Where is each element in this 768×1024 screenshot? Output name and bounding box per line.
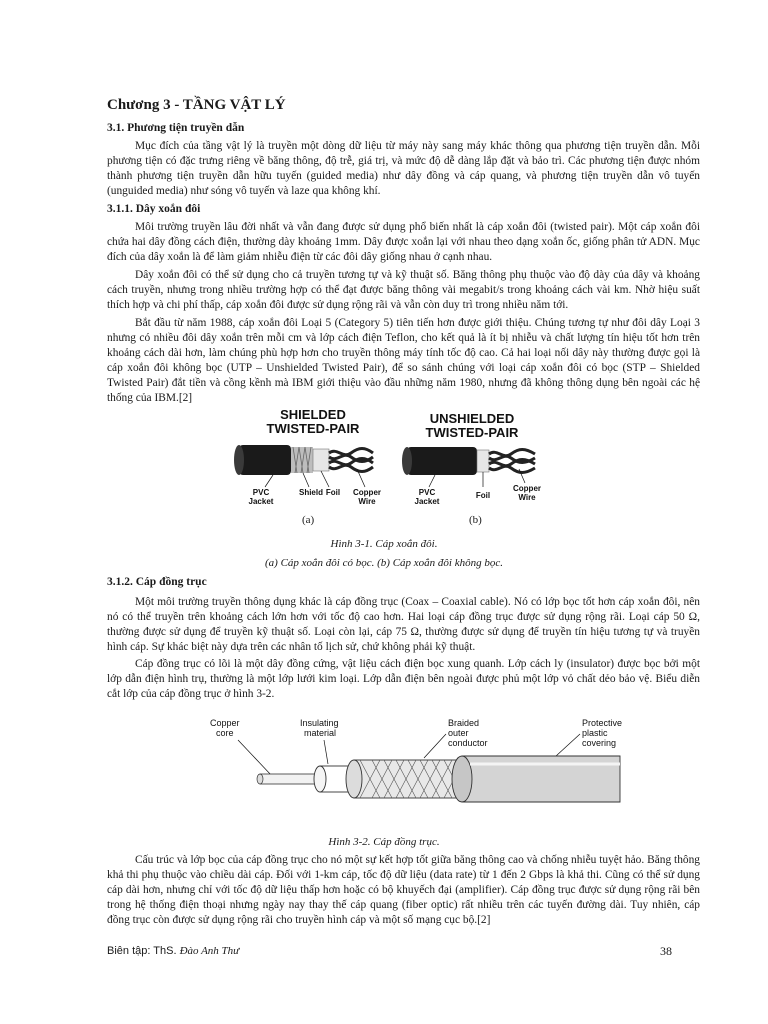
paragraph-3-1-intro: Mục đích của tầng vật lý là truyền một dòng dữ liệu từ máy này sang máy khác thông qua phương tiện truyền dẫn. Mỗi phương tiện có đặc trưng riêng về băng thông, độ trễ, giá trị, và mức độ dễ dàng lắp đặt và bảo trì. Các phương tiện được nhóm thành phương tiện truyền dẫn hữu tuyến (guided media) như dây đồng và cáp quang, và phương tiện truyền dẫn vô tuyến (unguided media) như sóng vô tuyến và laze qua không khí. [107, 140, 700, 198]
paragraph-twisted-pair-3: Bắt đầu từ năm 1988, cáp xoắn đôi Loại 5 (Category 5) tiên tiến hơn được giới thiệu. Chúng tương tự như đôi dây Loại 3 nhưng có nhiều đôi dây xoắn trên mỗi cm và lớp cách điện Teflon, cho kết quả là ít bị nhiễu và chất lượng tín hiệu tốt hơn trên khoảng cách dài hơn, làm chúng phù hợp hơn cho truyền thông máy tính tốc độ cao. Cả hai loại nối dây này thường được gọi là cáp xoắn đôi không bọc (UTP – Unshielded Twisted Pair), để so sánh chúng với loại cáp xoắn đôi có bọc (STP – Shielded Twisted Pair) đắt tiền và cồng kềnh mà IBM giới thiệu vào đầu những năm 1980, nhưng đã không thông dụng bên ngoài các hệ thống của IBM.[2] [107, 317, 700, 405]
label-foil-a: Foil [325, 488, 341, 497]
footer-editor-name: Đào Anh Thư [179, 945, 240, 957]
coaxial-cable-figure [200, 712, 640, 822]
label-shield: Shield [298, 488, 324, 497]
paragraph-twisted-pair-1: Môi trường truyền lâu đời nhất và vẫn đang được sử dụng phổ biến nhất là cáp xoắn đôi (twisted pair). Một cáp xoắn đôi chứa hai dây đồng cách điện, thường dày khoảng 1mm. Dây được xoắn lại với nhau theo dạng xoắn ốc, giống phân tử ADN. Mục đích của dây xoắn là để làm giảm nhiễu điện từ các đôi dây giống nhau ở cạnh nhau. [107, 221, 700, 264]
label-protective-3: covering [582, 738, 617, 748]
label-copper-core-1: Copper [210, 718, 240, 728]
paragraph-coax-3: Cấu trúc và lớp bọc của cáp đồng trục cho nó một sự kết hợp tốt giữa băng thông cao và chống nhiễu tuyệt hảo. Băng thông khả thi phụ thuộc vào chiều dài cáp. Đối với 1-km cáp, tốc độ dữ liệu (data rate) từ 1 đến 2 Gbps là khả thi. Cũng có thể sử dụng cáp dài hơn, nhưng chỉ với tốc độ dữ liệu thấp hơn hoặc có bộ khuyếch đại (amplifier). Cáp đồng trục được sử dụng rộng rãi bên trong hệ thống điện thoại nhưng ngày nay thay thế cáp quang (fiber optic) rất nhiều trên các tuyến đường dài. Tuy nhiên, cáp đồng trục còn được sử dụng rộng rãi cho truyền hình cáp và một số mạng cục bộ.[2] [107, 854, 700, 927]
figure-3-1-subcaption: (a) Cáp xoắn đôi có bọc. (b) Cáp xoắn đôi không bọc. [265, 557, 503, 569]
label-braided-2: outer [448, 728, 469, 738]
twisted-pair-figure [225, 403, 545, 515]
label-protective-2: plastic [582, 728, 608, 738]
unshielded-title-line-2: TWISTED-PAIR [425, 425, 519, 440]
paragraph-coax-1: Một môi trường truyền thông dụng khác là cáp đồng trục (Coax – Coaxial cable). Nó có lớp bọc tốt hơn cáp xoắn đôi, nên nó có thể truyền trên khoảng cách lớn hơn với tốc độ cao hơn. Hai loại cáp đồng trục được sử dụng rộng rãi. Loại cáp 50 Ω, thường được sử dụng để truyền kỹ thuật số. Loại còn lại, cáp 75 Ω, thường được sử dụng để truyền tín hiệu tương tự và truyền hình cáp. Sự khác biệt này dựa trên các nhân tố lịch sử, chứ không phải kỹ thuật. [107, 596, 700, 654]
label-jacket-a: Jacket [248, 497, 274, 506]
label-pvc-a: PVC [252, 488, 270, 497]
shielded-title-line-2: TWISTED-PAIR [266, 421, 360, 436]
shielded-cable-drawing [234, 445, 373, 487]
label-insulating-2: material [304, 728, 337, 738]
label-copper-b: Copper [513, 484, 541, 493]
unshielded-cable-drawing [402, 447, 535, 487]
footer-editor [107, 944, 239, 959]
section-heading-3-1-1: 3.1.1. Dây xoắn đôi [107, 203, 201, 215]
label-foil-b: Foil [475, 491, 491, 500]
chapter-title: Chương 3 - TẦNG VẬT LÝ [107, 97, 286, 113]
paragraph-coax-2: Cáp đồng trục có lõi là một dây đồng cứng, vật liệu cách điện bọc xung quanh. Lớp cách ly (insulator) được bọc bởi một lớp dẫn điện hình trụ, thường là một lớp lưới kim loại. Lớp dẫn điện bên ngoài được phủ một lớp vỏ chất dẻo bảo vệ. Biểu diễn cắt lớp của cáp đồng trục ở hình 3-2. [107, 658, 700, 701]
label-braided-3: conductor [448, 738, 488, 748]
page-number: 38 [660, 944, 672, 958]
label-insulating-1: Insulating [300, 718, 339, 728]
label-braided-1: Braided [448, 718, 480, 728]
label-copper-a: Copper [353, 488, 381, 497]
label-wire-a: Wire [358, 497, 376, 506]
section-heading-3-1: 3.1. Phương tiện truyền dẫn [107, 122, 245, 134]
unshielded-title-line-1: UNSHIELDED [429, 411, 515, 426]
label-protective-1: Protective [582, 718, 623, 728]
label-pvc-b: PVC [418, 488, 436, 497]
section-heading-3-1-2: 3.1.2. Cáp đồng trục [107, 576, 207, 588]
footer-editor-prefix: Biên tập: ThS. [107, 945, 177, 957]
label-copper-core-2: core [216, 728, 234, 738]
figure-sublabel-a: (a) [302, 514, 315, 526]
label-jacket-b: Jacket [414, 497, 440, 506]
figure-sublabel-b: (b) [469, 514, 482, 526]
label-wire-b: Wire [518, 493, 536, 502]
figure-3-1-caption: Hình 3-1. Cáp xoắn đôi. [330, 538, 438, 550]
paragraph-twisted-pair-2: Dây xoắn đôi có thể sử dụng cho cả truyền tương tự và kỹ thuật số. Băng thông phụ thuộc vào độ dày của dây và khoảng cách truyền, nhưng trong nhiều trường hợp có thể đạt được băng thông vài megabit/s trong khoảng cách vài km. Nhờ hiệu suất thích hợp và chi phí thấp, cáp xoắn đôi được sử dụng rộng rãi và vẫn còn duy trì trong nhiều năm tới. [107, 269, 700, 312]
figure-3-2-caption: Hình 3-2. Cáp đồng trục. [328, 836, 440, 848]
shielded-title-line-1: SHIELDED [280, 407, 346, 422]
